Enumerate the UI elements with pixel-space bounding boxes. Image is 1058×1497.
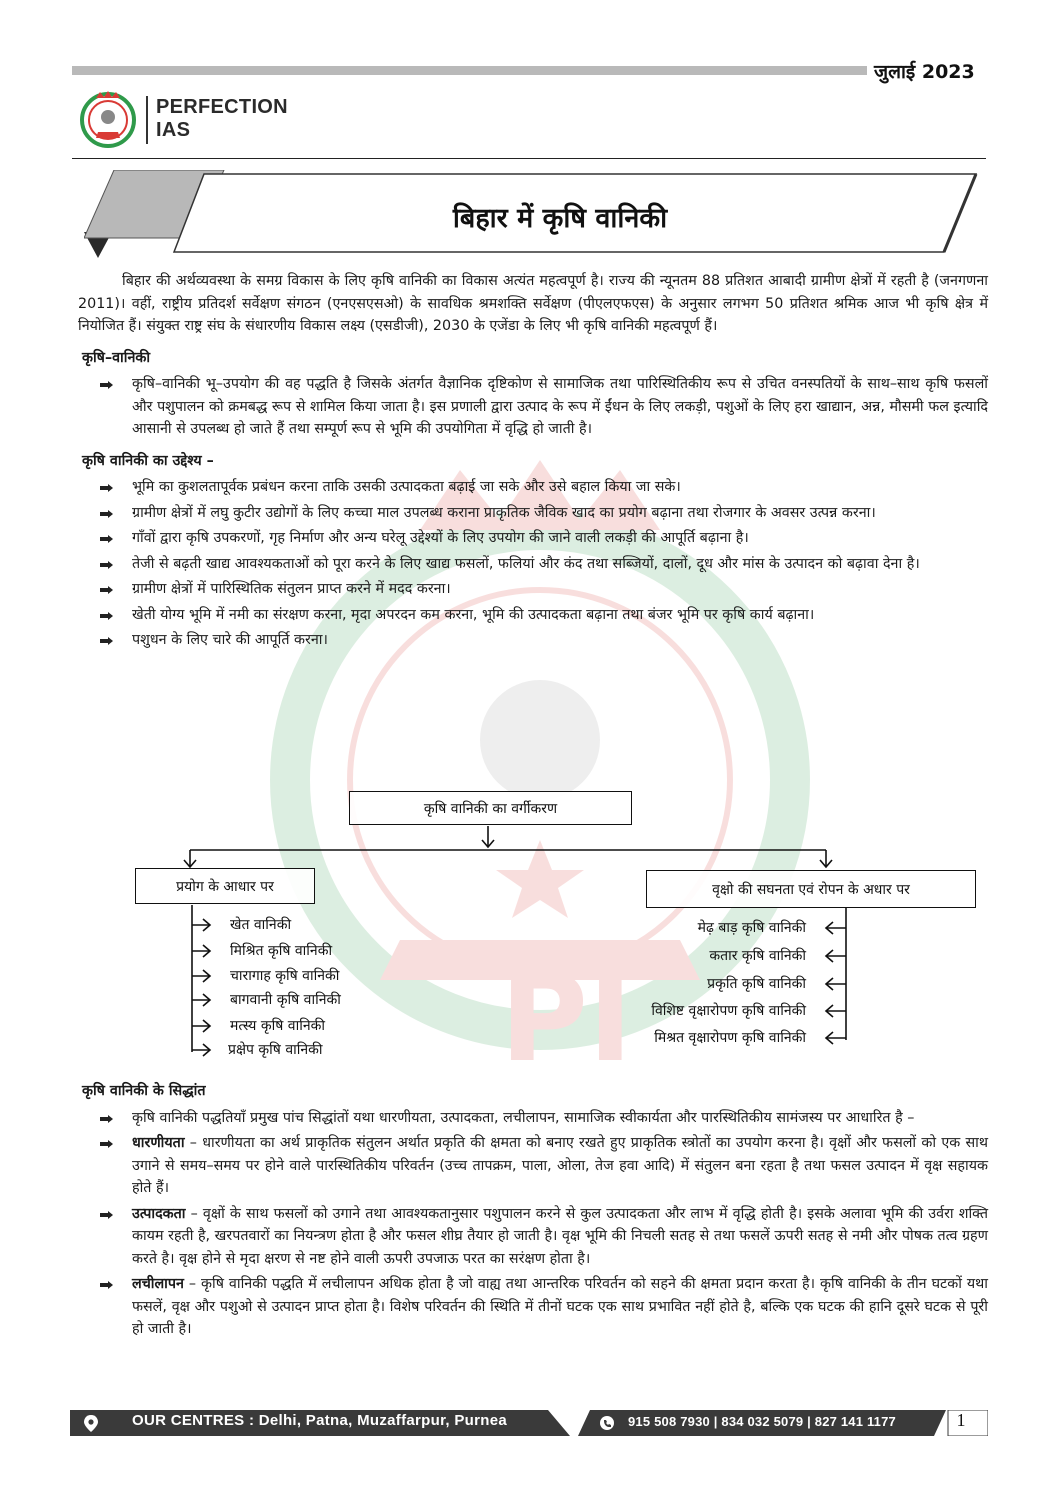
principle-term: उत्पादकता bbox=[132, 1205, 186, 1222]
svg-text:PI: PI bbox=[500, 950, 633, 1089]
page-number: 1 bbox=[956, 1410, 966, 1430]
list-item-text: ग्रामीण क्षेत्रों में लघु कुटीर उद्योगों के लिए कच्चा माल उपलब्ध कराना प्राकृतिक जैविक खाद का प्रयोग बढ़ाना तथा रोजगार के अवसर उत्पन्न करना। bbox=[132, 504, 876, 521]
page-title: बिहार में कृषि वानिकी bbox=[452, 203, 668, 234]
issue-month: जुलाई 2023 bbox=[874, 61, 975, 83]
list-item bbox=[78, 1132, 988, 1200]
diagram-right-item: प्रकृति कृषि वानिकी bbox=[707, 976, 806, 992]
brand-line-1: PERFECTION bbox=[156, 96, 288, 118]
diagram-right-label: वृक्षो की सघनता एवं रोपन के अधार पर bbox=[712, 881, 910, 898]
diagram-right-item: मिश्रत वृक्षारोपण कृषि वानिकी bbox=[654, 1030, 806, 1046]
list-item-text: – कृषि वानिकी पद्धति में लचीलापन अधिक होता है जो वाह्य तथा आन्तरिक परिवर्तन को सहने की क्षमता प्रदान करता है। कृषि वानिकी के तीन घटकों यथा फसलें, वृक्ष और पशुओ से उत्पादन प्राप्त होता है। विशेष परिवर्तन की स्थिति में तीनों घटक एक साथ प्रभावित नहीं होते है, बल्कि एक घटक की हानि दूसरे घटक से पूरी हो जाती है। bbox=[132, 1276, 988, 1337]
diagram-right-item: मेढ़ बाड़ कृषि वानिकी bbox=[697, 920, 806, 936]
diagram-left-label: प्रयोग के आधार पर bbox=[176, 878, 274, 895]
diagram-root-label: कृषि वानिकी का वर्गीकरण bbox=[423, 800, 558, 817]
section-heading-agroforestry: कृषि–वानिकी bbox=[82, 349, 151, 366]
diagram-left-item: प्रक्षेप कृषि वानिकी bbox=[228, 1042, 323, 1058]
list-item-text: तेजी से बढ़ती खाद्य आवश्यकताओं को पूरा करने के लिए खाद्य फसलों, फलियां और कंद तथा सब्जियों, दालों, दूध और मांस के उत्पादन को बढ़ावा देना है। bbox=[132, 555, 920, 572]
list-item bbox=[78, 1203, 988, 1271]
list-item-text: भूमि का कुशलतापूर्वक प्रबंधन करना ताकि उसकी उत्पादकता बढ़ाई जा सके और उसे बहाल किया जा सके। bbox=[132, 479, 681, 495]
principles-list bbox=[78, 1107, 988, 1341]
list-item-text: खेती योग्य भूमि में नमी का संरक्षण करना, मृदा अपरदन कम करना, भूमि की उत्पादकता बढ़ाना तथा बंजर भूमि पर कृषि कार्य बढ़ाना। bbox=[132, 606, 815, 623]
list-item-text: पशुधन के लिए चारे की आपूर्ति करना। bbox=[132, 632, 328, 648]
diagram-left-item: मिश्रित कृषि वानिकी bbox=[230, 943, 333, 959]
list-item-text: कृषि–वानिकी भू–उपयोग की वह पद्धति है जिसके अंतर्गत वैज्ञानिक दृष्टिकोण से सामाजिक तथा पारिस्थितिकीय रूप से उचित वनस्पतियों के साथ–साथ कृषि फसलों और पशुपालन को क्रमबद्ध रूप से शामिल किया जाता है। इस प्रणाली द्वारा उत्पाद के रूप में ईंधन के लिए लकड़ी, पशुओं के लिए हरा खाद्यान, अन्न, मौसमी फल इत्यादि आसानी से उपलब्ध हो जाते हैं तथा सम्पूर्ण रूप से भूमि की उपयोगिता में वृद्धि हो जाती है। bbox=[132, 376, 988, 437]
list-item bbox=[78, 1107, 988, 1130]
principle-term: लचीलापन bbox=[132, 1276, 184, 1292]
list-item-text: गाँवों द्वारा कृषि उपकरणों, गृह निर्माण और अन्य घरेलू उद्देश्यों के लिए उपयोग की जाने वाली लकड़ी की आपूर्ति बढ़ाना है। bbox=[132, 530, 749, 546]
diagram-right-item: विशिष्ट वृक्षारोपण कृषि वानिकी bbox=[651, 1003, 806, 1019]
principle-term: धारणीयता bbox=[132, 1135, 185, 1151]
principles-section bbox=[78, 1080, 988, 1344]
diagram-left-item: चारागाह कृषि वानिकी bbox=[230, 968, 340, 984]
footer-centres: OUR CENTRES : Delhi, Patna, Muzaffarpur, Purnea bbox=[132, 1412, 507, 1429]
diagram-left-box bbox=[135, 868, 315, 904]
diagram-left-item: खेत वानिकी bbox=[230, 917, 292, 933]
diagram-right-box bbox=[646, 870, 976, 908]
section-heading-principles: कृषि वानिकी के सिद्धांत bbox=[82, 1083, 206, 1099]
list-item-text: – धारणीयता का अर्थ प्राकृतिक संतुलन अर्थात प्रकृति की क्षमता को बनाए रखते हुए प्राकृतिक स्त्रोतों का उपयोग करना है। वृक्षों और फसलों को एक साथ उगाने से समय–समय पर होने वाले पारस्थितिकीय परिवर्तन (उच्च तापक्रम, पाला, ओला, तेज हवा आदि) में संतुलन बना रहता है तथा फसल उत्पादन में वृक्ष सहायक होते हैं। bbox=[132, 1135, 988, 1196]
diagram-root-box bbox=[349, 791, 632, 825]
intro-paragraph: बिहार की अर्थव्यवस्था के समग्र विकास के लिए कृषि वानिकी का विकास अत्यंत महत्वपूर्ण है। राज्य की न्यूनतम 88 प्रतिशत आबादी ग्रामीण क्षेत्रों में रहती है (जनगणना 2011)। वहीं, राष्ट्रीय प्रतिदर्श सर्वेक्षण संगठन (एनएसएसओ) के सावधिक श्रमशक्ति सर्वेक्षण (पीएलएफएस) के अनुसार लगभग 50 प्रतिशत श्रमिक आज भी कृषि क्षेत्र में नियोजित हैं। संयुक्त राष्ट्र संघ के संधारणीय विकास लक्ष्य (एसडीजी), 2030 के एजेंडा के लिए भी कृषि वानिकी महत्वपूर्ण हैं। bbox=[78, 273, 988, 334]
list-item-text: ग्रामीण क्षेत्रों में पारिस्थितिक संतुलन प्राप्त करने में मदद करना। bbox=[132, 581, 451, 597]
diagram-left-item: मत्स्य कृषि वानिकी bbox=[230, 1018, 325, 1034]
diagram-right-item: कतार कृषि वानिकी bbox=[709, 948, 806, 964]
brand-line-2: IAS bbox=[156, 119, 191, 141]
hand-pointer-icon bbox=[100, 1139, 114, 1149]
hand-pointer-icon bbox=[100, 1280, 114, 1290]
section-heading-objectives: कृषि वानिकी का उद्देश्य – bbox=[82, 452, 214, 469]
list-item-text: कृषि वानिकी पद्धतियाँ प्रमुख पांच सिद्धांतों यथा धारणीयता, उत्पादकता, लचीलापन, सामाजिक स्वीकार्यता और पारस्थितिकीय सामंजस्य पर आधारित है – bbox=[132, 1109, 915, 1126]
list-item bbox=[78, 1273, 988, 1341]
diagram-left-item: बागवानी कृषि वानिकी bbox=[230, 992, 341, 1008]
footer-phone-numbers: 915 508 7930 | 834 032 5079 | 827 141 1177 bbox=[628, 1414, 896, 1429]
list-item-text: – वृक्षों के साथ फसलों को उगाने तथा आवश्यकतानुसार पशुपालन करने से कुल उत्पादकता और लाभ में वृद्धि होती है। इसके अलावा भूमि की उर्वरा शक्ति कायम रहती है, खरपतवारों का नियन्त्रण होता है और फसल शीघ्र तैयार हो जाती है। वृक्ष भूमि की निचली सतह से तथा फसलें ऊपरी सतह से नमी और पोषक तत्व ग्रहण करते है। वृक्ष होने से मृदा क्षरण से नष्ट होने वाली ऊपरी उपजाऊ परत का सरंक्षण होता है। bbox=[132, 1205, 988, 1267]
hand-pointer-icon bbox=[100, 1210, 114, 1220]
hand-pointer-icon bbox=[100, 1114, 114, 1124]
